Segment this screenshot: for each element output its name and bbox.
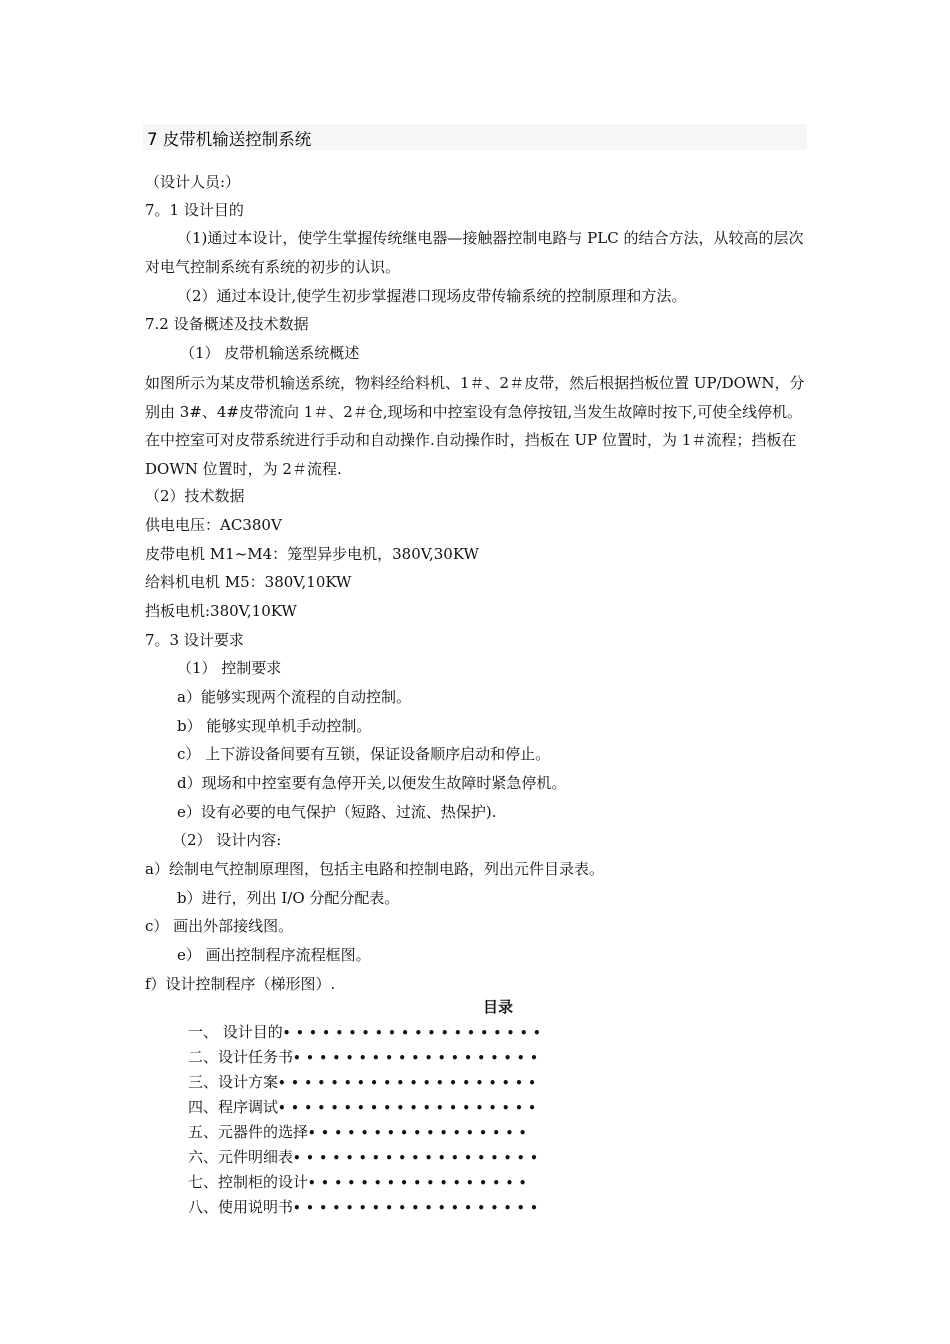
chapter-heading: 7 皮带机输送控制系统: [147, 130, 312, 149]
section-7-1-para-2: （2）通过本设计,使学生初步掌握港口现场皮带传输系统的控制原理和方法。: [177, 287, 687, 305]
toc-leader-dots: •••••••••••••••••: [308, 1126, 532, 1140]
section-7-3-sub-1: （1） 控制要求: [177, 659, 282, 677]
tech-data-baffle-motor: 挡板电机:380V,10KW: [145, 602, 297, 620]
requirement-e: e）设有必要的电气保护（短路、过流、热保护).: [177, 803, 497, 821]
toc-leader-dots: •••••••••••••••••••: [293, 1151, 544, 1165]
toc-item-label: 一、 设计目的: [188, 1023, 283, 1041]
tech-data-voltage: 供电电压：AC380V: [145, 516, 282, 534]
section-7-1-para-1-text: （1)通过本设计，使学生掌握传统继电器—接触器控制电路与 PLC 的结合方法，从较高的层次对电气控制系统有系统的初步的认识。: [145, 229, 804, 276]
toc-item: [188, 1121, 532, 1144]
content-e: e） 画出控制程序流程框图。: [177, 946, 371, 964]
content-f: f）设计控制程序（梯形图）.: [145, 975, 336, 993]
section-7-2-sub-1: （1） 皮带机输送系统概述: [180, 344, 360, 362]
section-7-1-para-1: [145, 224, 809, 281]
requirement-a: a）能够实现两个流程的自动控制。: [177, 688, 411, 706]
toc-item-label: 四、程序调试: [188, 1098, 279, 1116]
requirement-d: d）现场和中控室要有急停开关,以便发生故障时紧急停机。: [177, 774, 567, 792]
section-7-1-title: 7。1 设计目的: [145, 201, 244, 219]
toc-leader-dots: ••••••••••••••••••••: [282, 1026, 547, 1040]
toc-item-label: 八、使用说明书: [188, 1198, 294, 1216]
toc-item-label: 二、设计任务书: [188, 1048, 294, 1066]
section-7-2-sub-2: （2）技术数据: [145, 487, 245, 505]
toc-item: [188, 1196, 543, 1219]
section-7-3-sub-2: （2） 设计内容:: [172, 831, 282, 849]
section-7-3-title: 7。3 设计要求: [145, 631, 244, 649]
toc-item-label: 五、元器件的选择: [188, 1123, 309, 1141]
requirement-c: c） 上下游设备间要有互锁，保证设备顺序启动和停止。: [177, 745, 551, 763]
content-a: a）绘制电气控制原理图，包括主电路和控制电路，列出元件目录表。: [145, 860, 604, 878]
toc-title: 目录: [482, 998, 513, 1016]
toc-item: [188, 1171, 532, 1194]
toc-item: [188, 1046, 543, 1069]
content-c: c） 画出外部接线图。: [145, 917, 294, 935]
toc-item: [188, 1146, 543, 1169]
toc-item-label: 三、设计方案: [188, 1073, 279, 1091]
requirement-b: b） 能够实现单机手动控制。: [177, 717, 372, 735]
toc-leader-dots: ••••••••••••••••••••: [278, 1101, 542, 1115]
toc-item: [188, 1071, 541, 1094]
toc-item-label: 七、控制柜的设计: [188, 1173, 309, 1191]
tech-data-belt-motor: 皮带电机 M1~M4：笼型异步电机，380V,30KW: [145, 545, 479, 563]
section-7-2-title: 7.2 设备概述及技术数据: [145, 315, 309, 333]
toc-item-label: 六、元件明细表: [188, 1148, 294, 1166]
toc-item: [188, 1021, 546, 1044]
tech-data-feeder-motor: 给料机电机 M5：380V,10KW: [145, 573, 352, 591]
toc-leader-dots: •••••••••••••••••••: [293, 1201, 544, 1215]
designers-line: （设计人员:）: [145, 173, 241, 191]
content-b: b）进行，列出 I/O 分配分配表。: [177, 889, 400, 907]
section-7-2-para: 如图所示为某皮带机输送系统，物料经给料机、1＃、2＃皮带，然后根据挡板位置 UP/DOWN，分别由 3#、4#皮带流向 1＃、2＃仓,现场和中控室设有急停按钮,当发生故障时按下,可使全线停机。在中控室可对皮带系统进行手动和自动操作.自动操作时，挡板在 UP 位置时，为 1＃流程；挡板在 DOWN 位置时，为 2＃流程.: [145, 374, 805, 478]
toc-leader-dots: •••••••••••••••••••: [293, 1051, 544, 1065]
toc-leader-dots: •••••••••••••••••: [308, 1176, 532, 1190]
toc-item: [188, 1096, 541, 1119]
toc-leader-dots: ••••••••••••••••••••: [278, 1076, 542, 1090]
